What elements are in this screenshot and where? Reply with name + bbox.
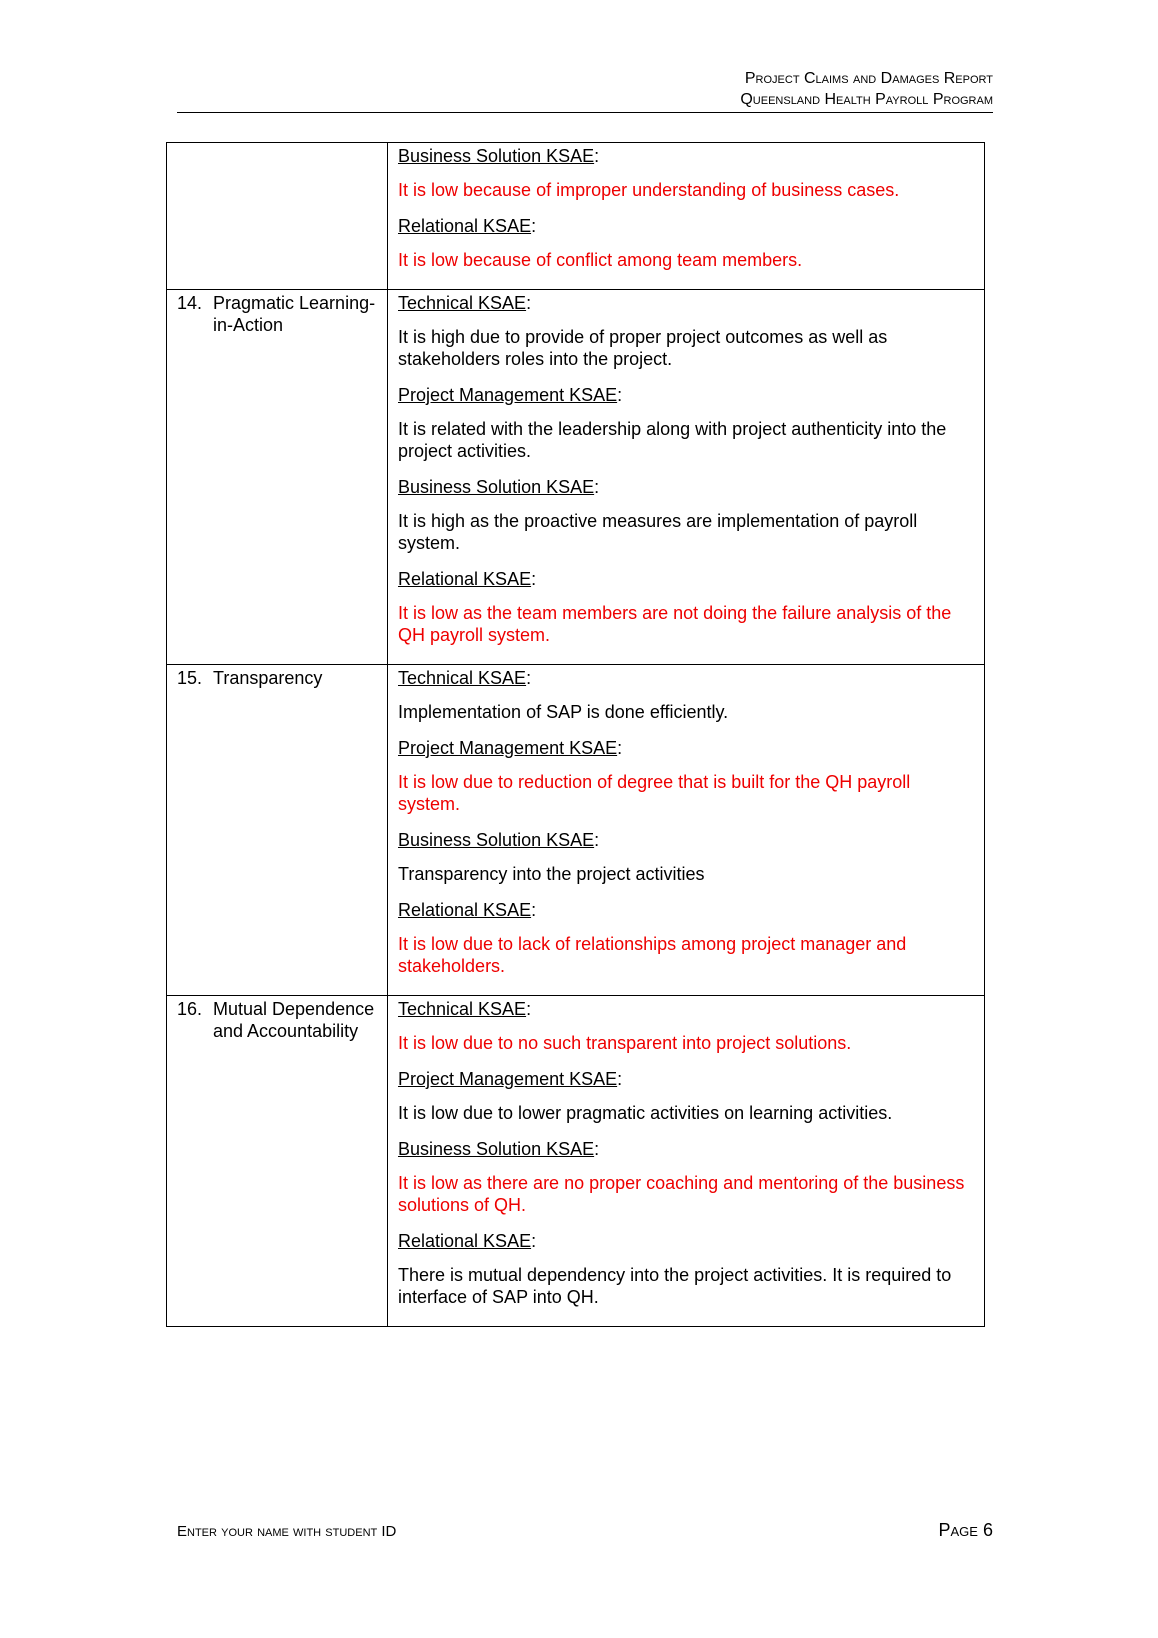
criterion-heading [177,996,379,1042]
ksae-label-colon: : [526,668,532,688]
ksae-assessment: There is mutual dependency into the project activities. It is required to interface of SAP into QH. [398,1265,952,1307]
criterion-number: 15. [177,668,203,688]
criterion-cell [167,290,388,665]
ksae-assessment: Transparency into the project activities [398,864,705,884]
ksae-label-colon: : [531,216,537,236]
ksae-heading [398,1066,974,1090]
ksae-label-colon: : [531,900,537,920]
table-row [167,996,985,1327]
criterion-heading [177,665,379,689]
ksae-heading [398,735,974,759]
ksae-assessment: It is low because of conflict among team members. [398,250,803,270]
criterion-number: 14. [177,293,203,313]
ksae-heading [398,827,974,851]
ksae-label-colon: : [594,1139,600,1159]
ksae-assessment: It is low as there are no proper coaching and mentoring of the business solutions of QH. [398,1173,965,1215]
table-row [167,290,985,665]
ksae-detail-cell [388,143,985,290]
ksae-label: Relational KSAE [398,216,532,236]
criterion-cell [167,996,388,1327]
criterion-cell [167,143,388,290]
ksae-heading [398,213,974,237]
ksae-label: Project Management KSAE [398,738,618,758]
ksae-assessment: It is low due to no such transparent into project solutions. [398,1033,852,1053]
ksae-label-colon: : [526,999,532,1019]
ksae-heading [398,143,974,167]
ksae-detail-cell [388,665,985,996]
ksae-table [166,142,985,1327]
page-header [177,68,993,110]
ksae-assessment: It is high due to provide of proper project outcomes as well as stakeholders roles into the project. [398,327,888,369]
ksae-label: Project Management KSAE [398,385,618,405]
header-title-line1: Project Claims and Damages Report [744,70,993,87]
ksae-assessment: It is low due to lower pragmatic activities on learning activities. [398,1103,893,1123]
ksae-label-colon: : [617,738,623,758]
ksae-label-colon: : [526,293,532,313]
ksae-assessment: It is low due to lack of relationships among project manager and stakeholders. [398,934,907,976]
ksae-heading [398,566,974,590]
ksae-detail-cell [388,290,985,665]
ksae-label: Business Solution KSAE [398,1139,595,1159]
ksae-heading [398,665,974,689]
page-label: Page [938,1520,978,1540]
ksae-heading [398,1228,974,1252]
ksae-heading [398,996,974,1020]
ksae-heading [398,382,974,406]
ksae-assessment: It is low as the team members are not doing the failure analysis of the QH payroll system. [398,603,952,645]
ksae-heading [398,897,974,921]
ksae-label: Business Solution KSAE [398,830,595,850]
ksae-label: Technical KSAE [398,668,527,688]
ksae-assessment: It is low due to reduction of degree that is built for the QH payroll system. [398,772,911,814]
ksae-label: Relational KSAE [398,1231,532,1251]
header-title-line2: Queensland Health Payroll Program [740,91,993,108]
ksae-assessment: It is related with the leadership along with project authenticity into the project activities. [398,419,947,461]
ksae-label-colon: : [594,830,600,850]
ksae-label-colon: : [531,569,537,589]
ksae-assessment: It is high as the proactive measures are implementation of payroll system. [398,511,918,553]
criterion-cell [167,665,388,996]
ksae-label: Technical KSAE [398,293,527,313]
table-row [167,143,985,290]
criterion-number: 16. [177,999,203,1019]
ksae-label: Project Management KSAE [398,1069,618,1089]
ksae-label-colon: : [594,146,600,166]
criterion-name: Transparency [213,668,323,688]
ksae-heading [398,290,974,314]
criterion-name: Mutual Dependence and Accountability [213,999,375,1041]
ksae-label: Business Solution KSAE [398,477,595,497]
ksae-label: Relational KSAE [398,569,532,589]
criterion-name: Pragmatic Learning-in-Action [213,293,376,335]
footer-page-number [900,1520,993,1541]
ksae-assessment: It is low because of improper understanding of business cases. [398,180,900,200]
table-row [167,665,985,996]
ksae-label-colon: : [617,1069,623,1089]
ksae-label-colon: : [617,385,623,405]
ksae-heading [398,1136,974,1160]
ksae-label: Business Solution KSAE [398,146,595,166]
footer-student-name: Enter your name with student ID [177,1523,397,1540]
header-divider [177,112,993,113]
ksae-label-colon: : [531,1231,537,1251]
page-number: 6 [982,1520,993,1540]
ksae-detail-cell [388,996,985,1327]
criterion-heading [177,290,379,336]
ksae-label: Technical KSAE [398,999,527,1019]
ksae-label-colon: : [594,477,600,497]
ksae-label: Relational KSAE [398,900,532,920]
ksae-heading [398,474,974,498]
ksae-assessment: Implementation of SAP is done efficiently. [398,702,729,722]
